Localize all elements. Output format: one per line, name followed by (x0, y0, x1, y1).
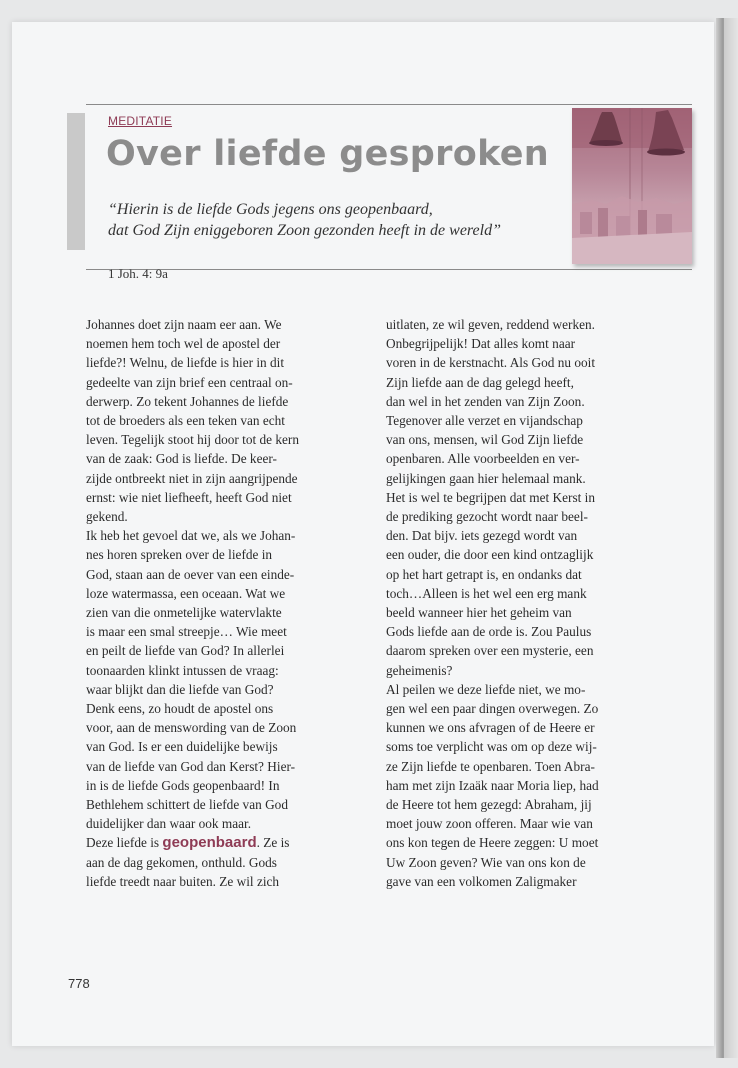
text-line: ernst: wie niet liefheeft, heeft God niet (86, 489, 292, 505)
text-line: waar blijkt dan die liefde van God? (86, 681, 274, 697)
text-line: van God. Is er een duidelijke bewijs (86, 739, 278, 755)
text-line: de Heere tot hem gezegd: Abraham, jij (386, 797, 592, 813)
text-line: beeld wanneer hier het geheim van (386, 605, 572, 621)
next-page-strip (724, 18, 738, 1058)
section-kicker: MEDITATIE (108, 114, 173, 128)
text-line: Ik heb het gevoel dat we, als we Johan- (86, 528, 296, 544)
text-line: ham met zijn Izaäk naar Moria liep, had (386, 777, 599, 793)
decorative-side-bar (67, 113, 85, 250)
body-column-left (86, 315, 358, 891)
quote-line-2: dat God Zijn eniggeboren Zoon gezonden heeft in de wereld” (108, 222, 501, 239)
text-line: voor, aan de menswording van de Zoon (86, 720, 297, 736)
scripture-quote (108, 199, 578, 241)
text-line: Johannes doet zijn naam eer aan. We (86, 317, 282, 332)
text-line: uitlaten, ze wil geven, reddend werken. (386, 317, 595, 332)
article-title: Over liefde gesproken (106, 134, 549, 174)
text-line: toonaarden klinkt intussen de vraag: (86, 662, 279, 678)
text-line: soms toe verplicht was om op deze wij- (386, 739, 597, 755)
text-line: kunnen we ons afvragen of de Heere er (386, 720, 595, 736)
text-line: is maar een smal streepje… Wie meet (86, 624, 287, 640)
text-line: loze watermassa, een oceaan. Wat we (86, 585, 286, 601)
text-line: duidelijker dan waar ook maar. (86, 816, 252, 832)
text-line: God, staan aan de oever van een einde- (86, 566, 295, 582)
quote-line-1: “Hierin is de liefde Gods jegens ons geopenbaard, (108, 201, 433, 218)
bells-illustration (572, 108, 692, 264)
text-line: tot de broeders als een teken van echt (86, 413, 285, 429)
text-line: voren in de kerstnacht. Als God nu ooit (386, 355, 596, 371)
text-line: Tegenover alle verzet en vijandschap (386, 413, 583, 429)
text-line: een ouder, die door een kind ontzaglijk (386, 547, 594, 563)
body-column-right (386, 315, 662, 891)
text-line: Denk eens, zo houdt de apostel ons (86, 701, 274, 717)
text-line: Bethlehem schittert de liefde van God (86, 797, 288, 813)
text-line: gekend. (86, 509, 128, 525)
highlight-line (86, 833, 358, 852)
text-line: moet jouw zoon offeren. Maar wie van (386, 816, 593, 832)
text-line: noemen hem toch wel de apostel der (86, 336, 281, 352)
text-line: van de liefde van God dan Kerst? Hier- (86, 758, 296, 774)
text-line: geheimenis? (386, 662, 453, 678)
text-line: liefde?! Welnu, de liefde is hier in dit (86, 355, 285, 371)
text-line: Zijn liefde aan de dag gelegd heeft, (386, 374, 574, 390)
text-line: derwerp. Zo tekent Johannes de liefde (86, 393, 289, 409)
highlighted-word: geopenbaard (162, 834, 257, 852)
church-bells-photo (572, 108, 692, 264)
text-line: gen wel een paar dingen overwegen. Zo (386, 701, 599, 717)
text-line: den. Dat bijv. iets gezegd wordt van (386, 528, 578, 544)
text-line: Gods liefde aan de orde is. Zou Paulus (386, 624, 592, 640)
text-line: gedeelte van zijn brief een centraal on- (86, 374, 293, 390)
text-line: aan de dag gekomen, onthuld. Gods (86, 854, 277, 870)
highlight-prefix: Deze liefde is (86, 835, 163, 851)
text-line: daarom spreken over een mysterie, een (386, 643, 594, 659)
text-line: dan wel in het zenden van Zijn Zoon. (386, 393, 585, 409)
text-line: van de zaak: God is liefde. De keer- (86, 451, 277, 467)
text-line: gelijkingen gaan hier helemaal mank. (386, 470, 586, 486)
text-line: ze Zijn liefde te openbaren. Toen Abra- (386, 758, 595, 774)
text-line: leven. Tegelijk stoot hij door tot de kern (86, 432, 300, 448)
text-line: nes horen spreken over de liefde in (86, 547, 273, 563)
scripture-reference: 1 Joh. 4: 9a (108, 266, 168, 281)
text-line: Onbegrijpelijk! Dat alles komt naar (386, 336, 576, 352)
text-line: openbaren. Alle voorbeelden en ver- (386, 451, 580, 467)
text-line: liefde treedt naar buiten. Ze wil zich (86, 873, 280, 889)
page-number: 778 (68, 976, 90, 991)
text-line: Uw Zoon geven? Wie van ons kon de (386, 854, 586, 870)
text-line: Het is wel te begrijpen dat met Kerst in (386, 489, 595, 505)
text-line: en peilt de liefde van God? In allerlei (86, 643, 285, 659)
text-line: van ons, mensen, wil God Zijn liefde (386, 432, 584, 448)
text-line: gave van een volkomen Zaligmaker (386, 873, 577, 889)
highlight-suffix: . Ze is (256, 835, 290, 851)
text-line: toch…Alleen is het wel een erg mank (386, 585, 587, 601)
text-line: in is de liefde Gods geopenbaard! In (86, 777, 280, 793)
text-line: Al peilen we deze liefde niet, we mo- (386, 681, 586, 697)
text-line: ons kon tegen de Heere zeggen: U moet (386, 835, 599, 851)
text-line: de prediking gezocht wordt naar beel- (386, 509, 588, 525)
text-line: zien van die onmetelijke watervlakte (86, 605, 282, 621)
text-line: zijde ontbreekt niet in zijn aangrijpende (86, 470, 298, 486)
text-line: op het hart getrapt is, en ondanks dat (386, 566, 582, 582)
